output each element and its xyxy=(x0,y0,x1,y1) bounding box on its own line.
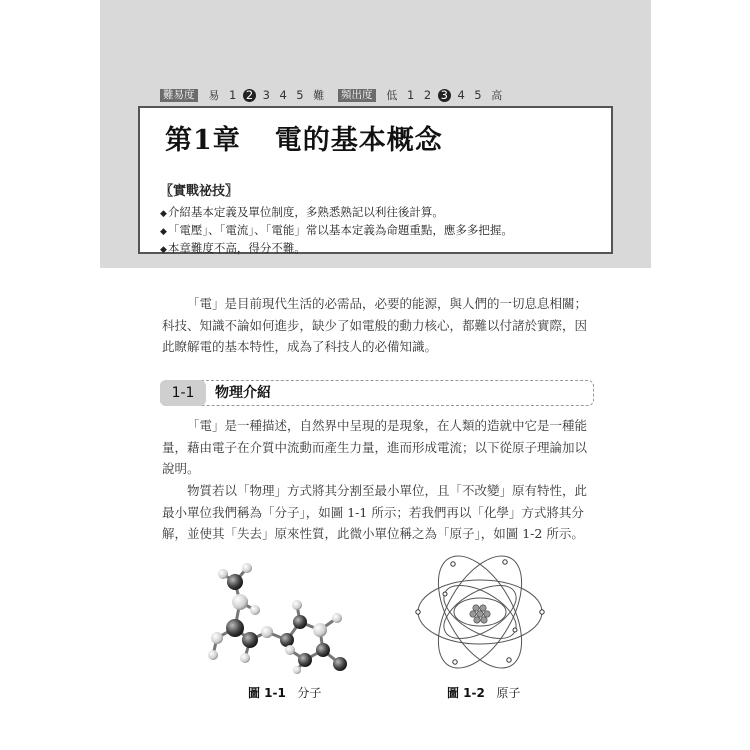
frequency-level-3: 3 xyxy=(438,89,451,102)
diamond-bullet-icon: ◆ xyxy=(160,227,167,237)
difficulty-low-label: 易 xyxy=(208,89,220,102)
figure-caption-atom: 圖 1-2 原子 xyxy=(447,686,521,700)
section-heading xyxy=(160,380,594,406)
chapter-box xyxy=(138,106,613,254)
figure-caption-molecule: 圖 1-1 分子 xyxy=(248,686,322,700)
difficulty-level-1: 1 xyxy=(228,88,237,102)
diamond-bullet-icon: ◆ xyxy=(160,245,167,255)
section-number: 1-1 xyxy=(160,380,206,406)
chapter-number: 第1章 xyxy=(165,125,241,156)
chapter-heading xyxy=(165,118,443,157)
difficulty-level-2: 2 xyxy=(243,89,256,102)
tips-title: 〖實戰祕技〗 xyxy=(160,184,239,199)
body-paragraph: 「電」是一種描述，自然界中呈現的是現象，在人類的造就中它是一種能 量，藉由電子在介質中流動而產生力量，進而形成電流；以下從原子理論加以 說明。 xyxy=(162,418,588,476)
difficulty-level-5: 5 xyxy=(296,88,304,102)
tip-item: ◆介紹基本定義及單位制度，多熟悉熟記以利往後計算。 xyxy=(160,205,444,219)
tip-item: ◆「電壓」、「電流」、「電能」常以基本定義為命題重點，應多多把握。 xyxy=(160,223,513,237)
chapter-banner xyxy=(100,0,651,268)
frequency-level-5: 5 xyxy=(474,88,482,102)
intro-paragraph: 「電」是目前現代生活的必需品，必要的能源，與人們的一切息息相關； 科技、知識不論如何進步，缺少了如電般的動力核心，都難以付諸於實際，因 此瞭解電的基本特性，成為了科技人的必備知識。 xyxy=(162,296,588,354)
tips-list xyxy=(160,204,513,258)
book-page xyxy=(100,0,651,750)
difficulty-label: 難易度 xyxy=(160,89,198,102)
diamond-bullet-icon: ◆ xyxy=(160,209,167,219)
section-title: 物理介紹 xyxy=(215,385,271,401)
frequency-high-label: 高 xyxy=(491,89,503,102)
difficulty-rating xyxy=(160,89,327,103)
chapter-title: 電的基本概念 xyxy=(274,125,443,156)
molecule-illustration xyxy=(205,560,365,675)
frequency-level-4: 4 xyxy=(457,88,465,102)
frequency-level-2: 2 xyxy=(423,88,432,102)
frequency-low-label: 低 xyxy=(386,89,398,102)
difficulty-level-3: 3 xyxy=(262,88,270,102)
tip-item: ◆本章難度不高，得分不難。 xyxy=(160,241,306,255)
difficulty-high-label: 難 xyxy=(313,89,325,102)
atom-illustration xyxy=(405,550,555,675)
frequency-rating xyxy=(338,89,505,103)
frequency-label: 頻出度 xyxy=(338,89,376,102)
difficulty-level-4: 4 xyxy=(279,88,287,102)
body-paragraph: 物質若以「物理」方式將其分割至最小單位，且「不改變」原有特性，此 最小單位我們稱為「分子」，如圖 1-1 所示；若我們再以「化學」方式將其分 解，並使其「失去」原來性質，此微小單位稱之為「原子」，如圖 1-2 所示。 xyxy=(162,483,588,541)
frequency-level-1: 1 xyxy=(406,88,415,102)
